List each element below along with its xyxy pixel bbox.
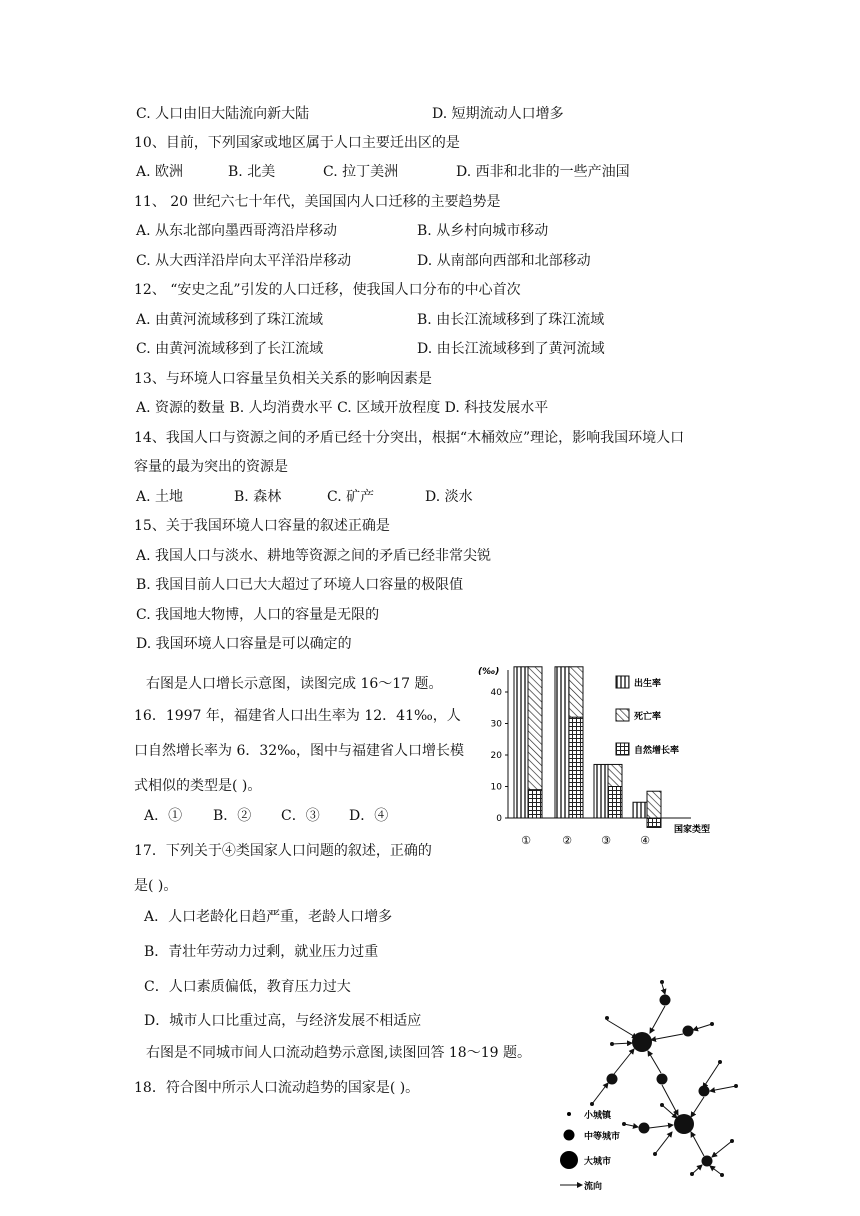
legend-swatch: [616, 743, 629, 755]
q10-option-d: D. 西非和北非的一些产油国: [456, 164, 630, 180]
legend-medium-city-symbol: [564, 1130, 575, 1141]
bar-natural-growth: [608, 787, 622, 819]
q12-option-c: C. 由黄河流域移到了长江流域: [136, 341, 324, 357]
category-label: ④: [640, 834, 650, 847]
q17-option-b: B．青壮年劳动力过剩，就业压力过重: [144, 944, 379, 960]
y-axis-label: (‰): [478, 667, 500, 677]
category-label: ③: [601, 834, 611, 847]
legend-medium-city-label: 中等城市: [584, 1132, 621, 1142]
flow-arrow: [691, 1097, 704, 1117]
q17-stem-line2: 是( )。: [134, 878, 178, 894]
flow-arrow: [614, 1049, 634, 1074]
q12-option-a: A. 由黄河流域移到了珠江流域: [136, 312, 324, 328]
medium-city-node: [683, 1026, 694, 1037]
flow-arrow: [662, 1105, 677, 1118]
legend-swatch: [616, 709, 629, 721]
q11-option-c: C. 从大西洋沿岸向太平洋沿岸移动: [136, 253, 352, 269]
small-town-node: [653, 1152, 657, 1156]
legend-label: 自然增长率: [634, 746, 680, 756]
intro-18-19: 右图是不同城市间人口流动趋势示意图,读图回答 18～19 题。: [146, 1045, 531, 1061]
q17-option-c: C．人口素质偏低，教育压力过大: [144, 979, 351, 995]
population-flow-diagram: [552, 980, 752, 1205]
q17-stem-line1: 17．下列关于④类国家人口问题的叙述，正确的: [134, 843, 432, 859]
flow-arrow: [655, 1132, 672, 1154]
q16-stem-line1: 16．1997 年，福建省人口出生率为 12．41‰，人: [134, 708, 461, 724]
q16-stem-line3: 式相似的类型是( )。: [134, 778, 262, 794]
q10-stem: 10、目前，下列国家或地区属于人口主要迁出区的是: [134, 135, 460, 151]
legend-small-town-symbol: [567, 1112, 571, 1116]
q14-option-a: A. 土地: [136, 489, 184, 505]
q11-option-b: B. 从乡村向城市移动: [417, 223, 549, 239]
medium-city-node: [607, 1074, 618, 1085]
bar-birth-rate: [514, 667, 528, 818]
flow-arrow: [650, 1006, 665, 1033]
small-town-node: [605, 1016, 609, 1020]
flow-arrow: [662, 1085, 678, 1115]
medium-city-node: [699, 1086, 710, 1097]
q12-stem: 12、 “安史之乱”引发的人口迁移，使我国人口分布的中心首次: [134, 282, 521, 298]
bar-natural-growth: [528, 790, 542, 818]
legend-swatch: [616, 676, 629, 688]
bar-birth-rate: [633, 802, 647, 818]
population-growth-chart: [476, 658, 736, 848]
bar-birth-rate: [555, 667, 569, 818]
small-town-node: [720, 1173, 724, 1177]
q9-option-d: D. 短期流动人口增多: [432, 106, 564, 122]
small-town-node: [734, 1084, 738, 1088]
q16-stem-line2: 口自然增长率为 6．32‰，图中与福建省人口增长模: [134, 743, 464, 759]
flow-arrow: [624, 1124, 638, 1127]
q10-option-c: C. 拉丁美洲: [323, 164, 399, 180]
flow-arrow: [693, 1024, 712, 1030]
medium-city-node: [660, 995, 671, 1006]
q16-option-d: D．④: [349, 808, 389, 824]
small-town-node: [710, 1022, 714, 1026]
legend-large-city-label: 大城市: [584, 1157, 612, 1167]
q12-option-b: B. 由长江流域移到了珠江流域: [417, 312, 605, 328]
q16-option-b: B．②: [213, 808, 252, 824]
legend-label: 出生率: [634, 679, 662, 689]
flow-arrow: [607, 1020, 637, 1038]
small-town-node: [622, 1122, 626, 1126]
q13-options: A. 资源的数量 B. 人均消费水平 C. 区域开放程度 D. 科技发展水平: [136, 400, 549, 416]
q14-option-d: D. 淡水: [425, 489, 473, 505]
q14-option-c: C. 矿产: [327, 489, 375, 505]
medium-city-node: [702, 1156, 713, 1167]
q10-option-a: A. 欧洲: [136, 164, 184, 180]
large-city-node: [632, 1032, 652, 1052]
legend-label: 死亡率: [634, 712, 662, 722]
q9-option-c: C. 人口由旧大陆流向新大陆: [136, 106, 310, 122]
flow-arrow: [651, 1034, 683, 1040]
q15-option-d: D. 我国环境人口容量是可以确定的: [136, 636, 352, 652]
flow-arrow: [710, 1166, 722, 1175]
x-axis-label: 国家类型: [674, 825, 711, 835]
q12-option-d: D. 由长江流域移到了黄河流域: [417, 341, 605, 357]
flow-legend: [560, 1109, 620, 1192]
bar-birth-rate: [594, 764, 608, 818]
q13-stem: 13、与环境人口容量呈负相关关系的影响因素是: [134, 371, 432, 387]
small-town-node: [690, 1172, 694, 1176]
q14-option-b: B. 森林: [234, 489, 282, 505]
q16-option-a: A．①: [144, 808, 183, 824]
flow-arrow: [703, 1062, 720, 1088]
flow-arrow: [592, 1083, 608, 1104]
q15-option-a: A. 我国人口与淡水、耕地等资源之间的矛盾已经非常尖锐: [136, 548, 492, 564]
q11-option-d: D. 从南部向西部和北部移动: [417, 253, 591, 269]
flow-arrow: [710, 1086, 736, 1091]
small-town-node: [730, 1139, 734, 1143]
q15-stem: 15、关于我国环境人口容量的叙述正确是: [134, 518, 390, 534]
flow-arrow: [662, 984, 665, 994]
flow-arrow: [612, 1043, 632, 1044]
q17-option-a: A．人口老龄化日趋严重，老龄人口增多: [144, 909, 393, 925]
small-town-node: [590, 1102, 594, 1106]
y-tick-label: 10: [490, 782, 502, 793]
flow-arrow: [691, 1132, 704, 1156]
q14-stem-line1: 14、我国人口与资源之间的矛盾已经十分突出，根据“木桶效应”理论，影响我国环境人口: [134, 430, 685, 446]
q17-option-d: D．城市人口比重过高，与经济发展不相适应: [144, 1013, 422, 1029]
bar-death-rate: [647, 791, 661, 818]
medium-city-node: [657, 1074, 668, 1085]
flow-arrow: [649, 1125, 673, 1128]
q11-option-a: A. 从东北部向墨西哥湾沿岸移动: [136, 223, 338, 239]
y-tick-label: 0: [496, 814, 502, 824]
q11-stem: 11、 20 世纪六七十年代，美国国内人口迁移的主要趋势是: [134, 194, 501, 210]
q15-option-c: C. 我国地大物博，人口的容量是无限的: [136, 607, 380, 623]
small-town-node: [660, 980, 664, 984]
category-label: ①: [521, 834, 531, 847]
intro-16-17: 右图是人口增长示意图，读图完成 16～17 题。: [146, 676, 443, 692]
large-city-node: [674, 1114, 694, 1134]
bar-natural-growth: [647, 818, 661, 827]
small-town-node: [660, 1103, 664, 1107]
medium-city-node: [639, 1123, 650, 1134]
flow-arrow: [648, 1051, 661, 1073]
bar-natural-growth: [569, 717, 583, 818]
category-label: ②: [562, 834, 572, 847]
q15-option-b: B. 我国目前人口已大大超过了环境人口容量的极限值: [136, 577, 464, 593]
y-tick-label: 40: [490, 688, 502, 698]
small-town-node: [610, 1042, 614, 1046]
q18-stem: 18．符合图中所示人口流动趋势的国家是( )。: [134, 1080, 420, 1096]
q16-option-c: C．③: [281, 808, 320, 824]
small-town-node: [718, 1060, 722, 1064]
q10-option-b: B. 北美: [228, 164, 276, 180]
flow-arrow: [692, 1165, 702, 1174]
legend-large-city-symbol: [560, 1151, 578, 1169]
legend-flow-label: 流向: [584, 1182, 603, 1192]
q14-stem-line2: 容量的最为突出的资源是: [134, 459, 288, 475]
y-tick-label: 30: [490, 719, 502, 730]
flow-arrow: [712, 1141, 732, 1157]
legend-small-town-label: 小城镇: [584, 1111, 612, 1121]
y-tick-label: 20: [490, 751, 502, 761]
